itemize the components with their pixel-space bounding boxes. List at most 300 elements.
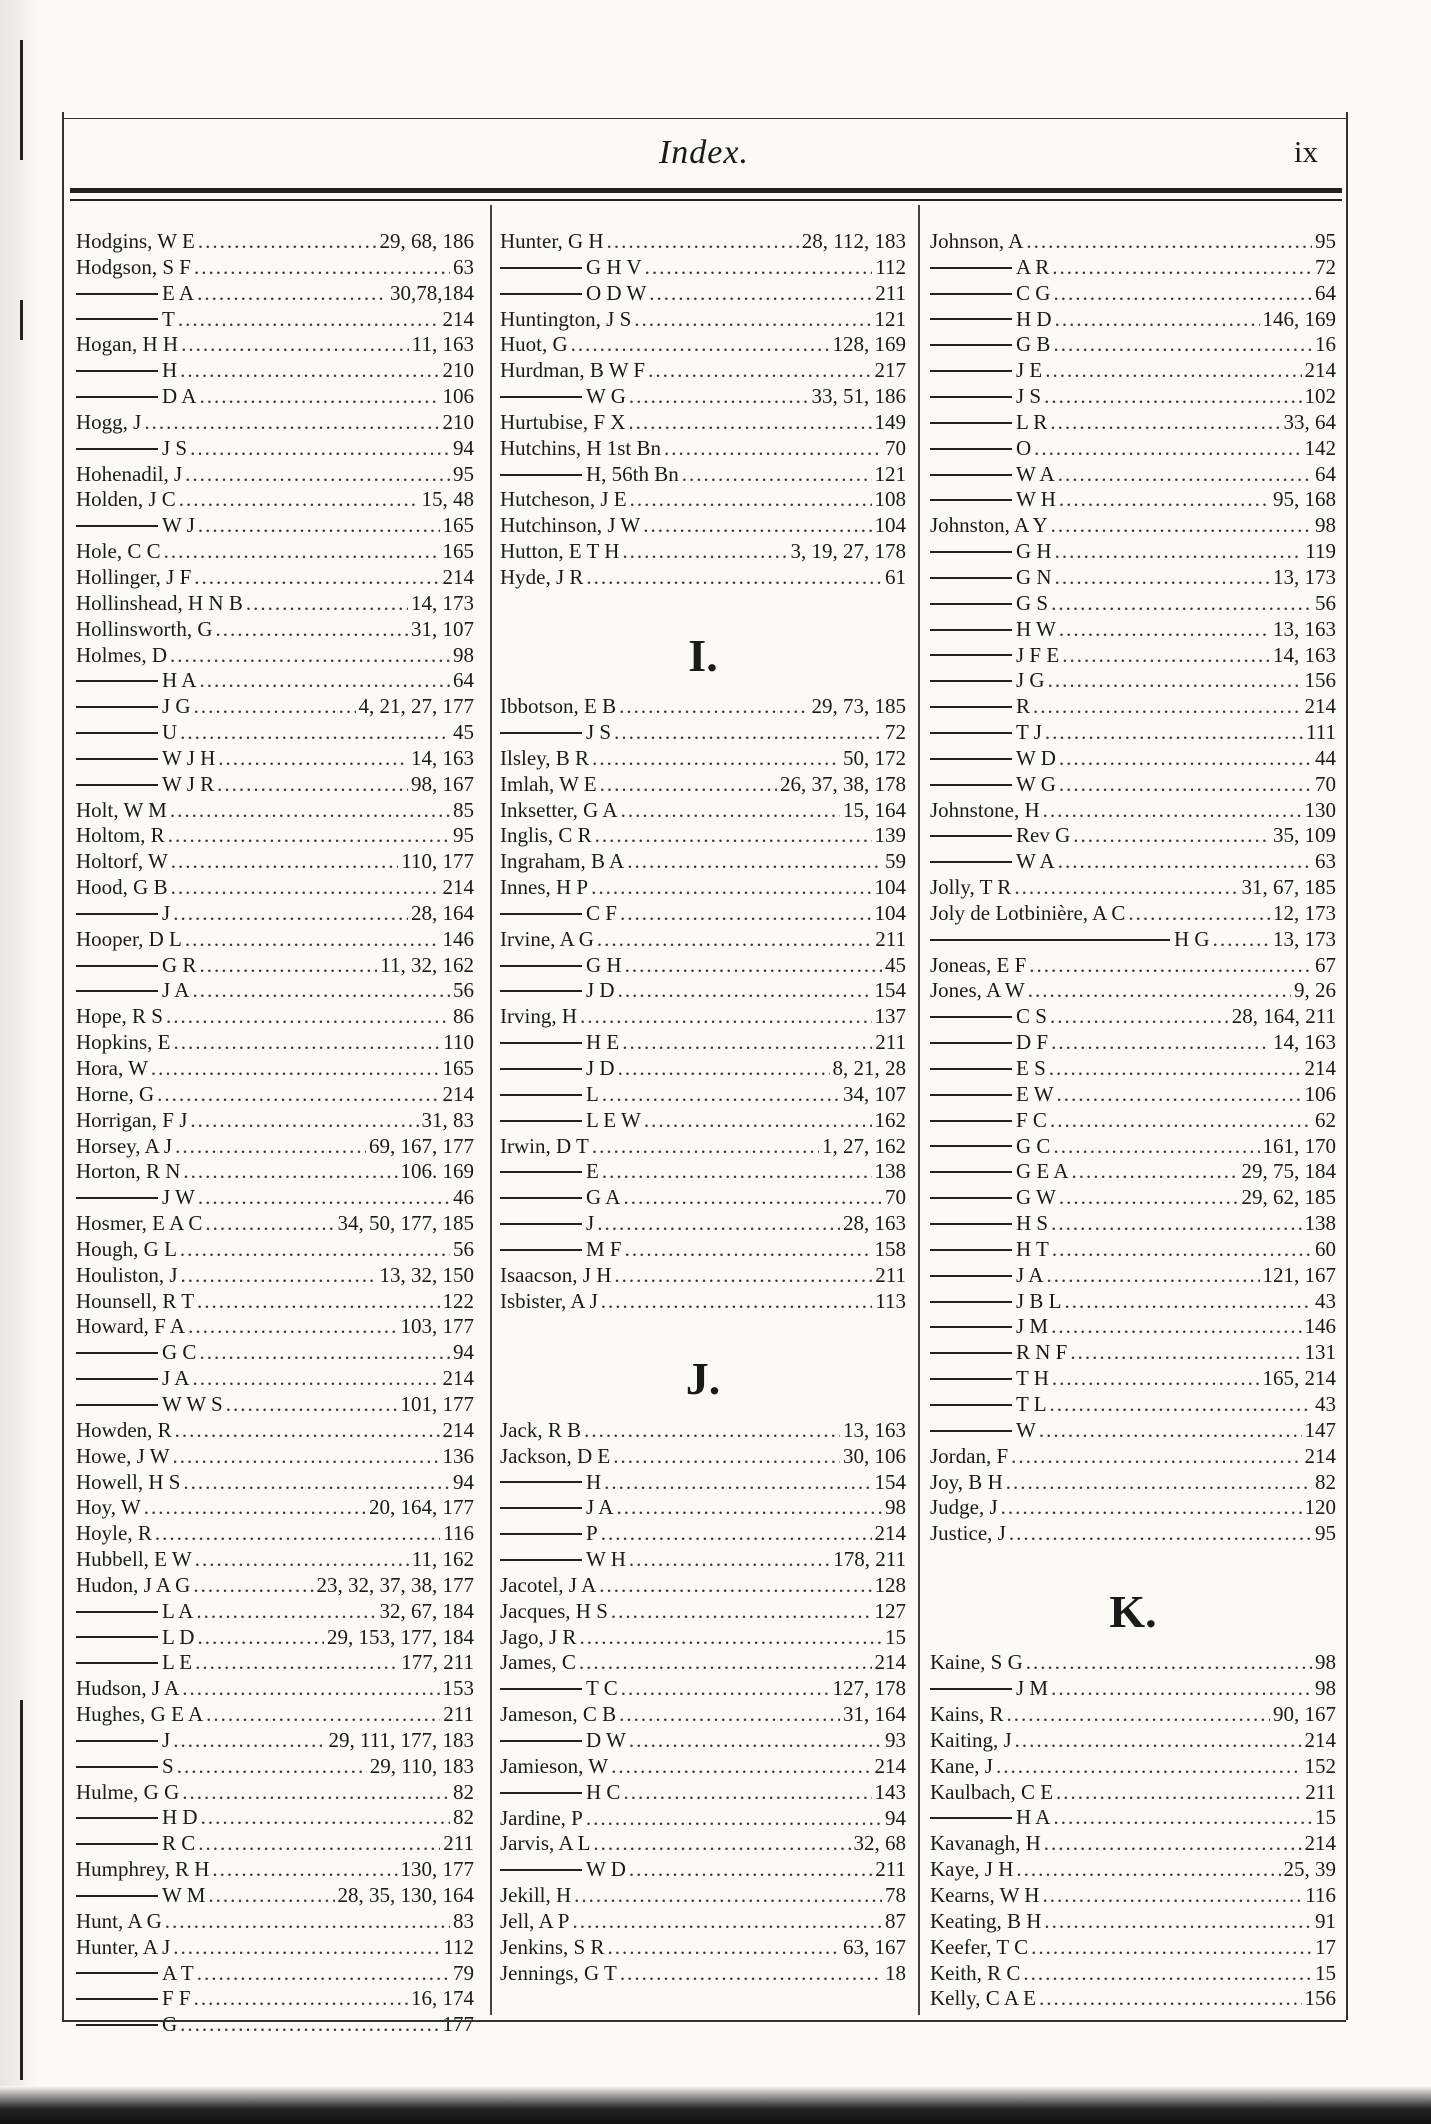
entry-pages: 177, 211 (401, 1650, 474, 1675)
ditto-dash (76, 1197, 158, 1199)
index-entry (76, 565, 474, 591)
ditto-dash (76, 1404, 158, 1406)
entry-pages: 104 (874, 900, 906, 925)
dot-leader (622, 1030, 872, 1055)
dot-leader (1053, 1134, 1259, 1159)
entry-name: J G (1016, 668, 1045, 693)
index-entry (500, 1909, 906, 1935)
entry-pages: 29, 75, 184 (1241, 1159, 1336, 1184)
dot-leader (196, 1599, 376, 1624)
ditto-dash (76, 370, 158, 372)
dot-leader (571, 332, 830, 357)
entry-pages: 211 (1305, 1779, 1336, 1804)
entry-pages: 13, 163 (1273, 616, 1336, 641)
dot-leader (197, 1289, 439, 1314)
index-entry (76, 1366, 474, 1392)
entry-pages: 60 (1315, 1236, 1336, 1261)
entry-pages: 139 (874, 823, 906, 848)
entry-pages: 70 (885, 1185, 906, 1210)
dot-leader (192, 978, 450, 1003)
index-entry (500, 1470, 906, 1496)
ditto-dash (76, 732, 158, 734)
entry-name: Hubbell, E W (76, 1547, 192, 1572)
entry-pages: 61 (885, 564, 906, 589)
ditto-dash (930, 551, 1012, 553)
entry-pages: 3, 19, 27, 178 (790, 539, 906, 564)
dot-leader (1014, 875, 1238, 900)
dot-leader (197, 1961, 450, 1986)
dot-leader (1055, 539, 1303, 564)
entry-name: Hodgson, S F (76, 254, 191, 279)
index-entry (930, 591, 1336, 617)
entry-name: G W (1016, 1185, 1056, 1210)
dot-leader (178, 307, 440, 332)
entry-name: Joly de Lotbinière, A C (930, 900, 1126, 925)
dot-leader (170, 798, 450, 823)
dot-leader (629, 1547, 830, 1572)
entry-name: O (1016, 435, 1032, 460)
entry-name: Irvine, A G (500, 926, 594, 951)
entry-name: G E A (1016, 1159, 1069, 1184)
dot-leader (181, 1263, 377, 1288)
entry-name: J A (162, 978, 190, 1003)
dot-leader (168, 823, 450, 848)
entry-pages: 110 (443, 1030, 474, 1055)
entry-pages: 217 (874, 358, 906, 383)
dot-leader (1065, 1289, 1312, 1314)
index-entry (500, 1082, 906, 1108)
entry-pages: 104 (874, 875, 906, 900)
index-entry (930, 1392, 1336, 1418)
ditto-dash (76, 990, 158, 992)
index-entry (76, 487, 474, 513)
entry-name: Irving, H (500, 1004, 577, 1029)
index-entry (500, 1495, 906, 1521)
entry-pages: 56 (453, 978, 474, 1003)
entry-name: R (1016, 694, 1031, 719)
index-entry (76, 255, 474, 281)
entry-pages: 154 (874, 978, 906, 1003)
page-number: ix (1293, 134, 1318, 169)
entry-pages: 102 (1304, 384, 1336, 409)
index-entry (76, 1392, 474, 1418)
index-entry (500, 746, 906, 772)
index-entry (930, 332, 1336, 358)
index-entry (500, 1961, 906, 1987)
dot-leader (607, 229, 799, 254)
index-entry (930, 1676, 1336, 1702)
ditto-dash (76, 396, 158, 398)
entry-pages: 116 (1305, 1883, 1336, 1908)
entry-pages: 15, 164 (843, 797, 906, 822)
entry-pages: 210 (442, 358, 474, 383)
entry-pages: 131 (1304, 1340, 1336, 1365)
index-entry (930, 1263, 1336, 1289)
index-entry (500, 1831, 906, 1857)
index-entry (930, 668, 1336, 694)
dot-leader (1029, 953, 1312, 978)
index-entry (930, 281, 1336, 307)
index-entry (500, 927, 906, 953)
index-entry (76, 1986, 474, 2012)
entry-name: D F (1016, 1030, 1049, 1055)
entry-name: H, 56th Bn (586, 461, 679, 486)
entry-name: Holtom, R (76, 823, 165, 848)
dot-leader (601, 1521, 872, 1546)
dot-leader (165, 1909, 450, 1934)
dot-leader (621, 798, 840, 823)
entry-pages: 9, 26 (1294, 978, 1336, 1003)
index-entry (930, 1935, 1336, 1961)
ditto-dash (930, 861, 1012, 863)
ditto-dash (76, 680, 158, 682)
entry-name: Jago, J R (500, 1624, 577, 1649)
entry-pages: 98 (885, 1495, 906, 1520)
entry-pages: 94 (885, 1805, 906, 1830)
ditto-dash (500, 732, 582, 734)
dot-leader (171, 849, 399, 874)
index-entry (500, 1547, 906, 1573)
index-entry (930, 901, 1336, 927)
ditto-dash (76, 1378, 158, 1380)
entry-pages: 165 (442, 1056, 474, 1080)
entry-name: W G (586, 384, 626, 409)
index-entry (76, 1547, 474, 1573)
index-entry (76, 1625, 474, 1651)
entry-pages: 1, 27, 162 (822, 1133, 906, 1158)
entry-name: Howard, F A (76, 1314, 186, 1339)
index-entry (76, 1108, 474, 1134)
header-rule-thick (70, 188, 1342, 193)
entry-pages: 136 (442, 1443, 474, 1468)
index-entry (930, 1909, 1336, 1935)
dot-leader (173, 1444, 440, 1469)
index-entry (76, 307, 474, 333)
entry-name: W (1016, 1417, 1036, 1442)
entry-name: Hunt, A G (76, 1908, 162, 1933)
entry-name: Horton, R N (76, 1159, 181, 1184)
dot-leader (611, 1754, 871, 1779)
dot-leader (205, 1211, 334, 1236)
dot-leader (193, 1573, 313, 1598)
entry-pages: 211 (875, 1857, 906, 1882)
index-column-1 (76, 229, 474, 2038)
entry-name: Judge, J (930, 1495, 998, 1520)
dot-leader (996, 1754, 1302, 1779)
index-entry (930, 513, 1336, 539)
dot-leader (629, 1728, 882, 1753)
entry-pages: 14, 163 (1273, 1030, 1336, 1055)
index-entry (930, 1444, 1336, 1470)
dot-leader (625, 1237, 872, 1262)
entry-name: J M (1016, 1676, 1049, 1701)
entry-pages: 31, 83 (421, 1107, 474, 1132)
index-entry (76, 513, 474, 539)
entry-name: R C (162, 1831, 196, 1856)
index-entry (930, 927, 1336, 953)
entry-pages: 130 (1304, 797, 1336, 822)
dot-leader (1042, 1883, 1302, 1908)
index-entry (76, 1573, 474, 1599)
dot-leader (1213, 927, 1270, 952)
entry-name: H (162, 358, 178, 383)
index-entry (76, 1780, 474, 1806)
index-entry (500, 1625, 906, 1651)
entry-pages: 121 (874, 461, 906, 486)
entry-name: J D (586, 1056, 615, 1081)
ditto-dash (930, 396, 1012, 398)
entry-pages: 72 (885, 720, 906, 745)
entry-pages: 142 (1304, 435, 1336, 460)
entry-name: Jennings, G T (500, 1960, 617, 1985)
dot-leader (622, 539, 787, 564)
entry-pages: 29, 73, 185 (811, 694, 906, 719)
entry-pages: 31, 67, 185 (1241, 875, 1336, 900)
dot-leader (1051, 1030, 1270, 1055)
entry-name: H A (162, 668, 197, 693)
dot-leader (217, 772, 408, 797)
dot-leader (597, 927, 872, 952)
column-divider (490, 205, 492, 2015)
entry-name: Johnstone, H (930, 797, 1040, 822)
entry-name: Hunter, A J (76, 1934, 171, 1959)
dot-leader (1050, 410, 1280, 435)
entry-pages: 178, 211 (833, 1547, 906, 1572)
entry-name: J S (1016, 384, 1042, 409)
index-entry (930, 358, 1336, 384)
index-entry (930, 1961, 1336, 1987)
ditto-dash (930, 293, 1012, 295)
index-entry (76, 746, 474, 772)
ditto-dash (930, 1016, 1012, 1018)
entry-name: J A (1016, 1262, 1044, 1287)
entry-name: J E (1016, 358, 1043, 383)
entry-name: Hogg, J (76, 409, 142, 434)
entry-pages: 98 (1315, 513, 1336, 538)
index-entry (500, 901, 906, 927)
index-entry (930, 410, 1336, 436)
index-entry (500, 1728, 906, 1754)
dot-leader (1009, 1521, 1312, 1546)
index-entry (930, 1030, 1336, 1056)
ditto-dash (76, 1895, 158, 1897)
index-entry (76, 772, 474, 798)
entry-pages: 113 (875, 1288, 906, 1313)
dot-leader (648, 358, 871, 383)
index-entry (500, 1159, 906, 1185)
index-entry (500, 720, 906, 746)
entry-pages: 156 (1304, 668, 1336, 693)
dot-leader (1026, 229, 1312, 254)
dot-leader (1073, 823, 1270, 848)
ditto-dash (930, 835, 1012, 837)
entry-name: H E (586, 1030, 620, 1055)
entry-name: Hyde, J R (500, 564, 584, 589)
entry-pages: 98 (1315, 1676, 1336, 1701)
ditto-dash (930, 1120, 1012, 1122)
index-entry (500, 1521, 906, 1547)
dot-leader (188, 1314, 397, 1339)
entry-pages: 214 (1304, 694, 1336, 719)
ditto-dash (500, 990, 582, 992)
index-entry (930, 1108, 1336, 1134)
entry-pages: 15 (1315, 1805, 1336, 1830)
dot-leader (164, 539, 440, 564)
entry-name: A R (1016, 254, 1050, 279)
entry-name: J B L (1016, 1288, 1062, 1313)
entry-pages: 94 (453, 1469, 474, 1494)
dot-leader (634, 307, 871, 332)
index-entry (930, 1340, 1336, 1366)
entry-name: J A (586, 1495, 614, 1520)
entry-name: Hood, G B (76, 875, 168, 900)
dot-leader (616, 1495, 882, 1520)
entry-name: J (586, 1211, 595, 1236)
entry-pages: 64 (453, 668, 474, 693)
dot-leader (195, 1650, 398, 1675)
entry-pages: 16 (1315, 332, 1336, 357)
entry-pages: 98 (1315, 1650, 1336, 1675)
index-entry (76, 978, 474, 1004)
entry-name: J (162, 1727, 171, 1752)
entry-name: J M (1016, 1314, 1049, 1339)
dot-leader (592, 746, 840, 771)
ditto-dash (500, 1869, 582, 1871)
entry-name: W D (1016, 745, 1056, 770)
ditto-dash (500, 1249, 582, 1251)
entry-name: Innes, H P (500, 875, 589, 900)
entry-pages: 64 (1315, 461, 1336, 486)
dot-leader (170, 643, 450, 668)
entry-pages: 29, 153, 177, 184 (327, 1624, 474, 1649)
entry-pages: 130, 177 (400, 1857, 474, 1882)
dot-leader (620, 1961, 882, 1986)
entry-name: Johnson, A (930, 229, 1024, 253)
dot-leader (613, 1444, 840, 1469)
entry-pages: 44 (1315, 745, 1336, 770)
entry-name: W A (1016, 461, 1055, 486)
dot-leader (1007, 1702, 1271, 1727)
index-entry (500, 694, 906, 720)
entry-pages: 149 (874, 409, 906, 434)
ditto-dash (500, 1197, 582, 1199)
entry-pages: 111 (1306, 720, 1336, 745)
entry-name: Hurtubise, F X (500, 409, 626, 434)
entry-pages: 13, 173 (1273, 564, 1336, 589)
index-entry (76, 1289, 474, 1315)
index-entry (930, 1056, 1336, 1082)
entry-name: James, C (500, 1650, 576, 1675)
ditto-dash (930, 1197, 1012, 1199)
entry-name: Jameson, C B (500, 1702, 617, 1727)
entry-pages: 93 (885, 1727, 906, 1752)
dot-leader (621, 1676, 830, 1701)
entry-pages: 158 (874, 1236, 906, 1261)
dot-leader (173, 1728, 325, 1753)
entry-pages: 62 (1315, 1107, 1336, 1132)
entry-name: A T (162, 1960, 194, 1985)
dot-leader (623, 1185, 882, 1210)
dot-leader (614, 720, 882, 745)
entry-name: J S (162, 435, 188, 460)
dot-leader (1048, 668, 1302, 693)
index-entry (930, 617, 1336, 643)
entry-pages: 104 (874, 513, 906, 538)
dot-leader (246, 591, 408, 616)
entry-name: Hollinshead, H N B (76, 590, 243, 615)
ditto-dash (930, 654, 1012, 656)
entry-name: L (586, 1081, 599, 1106)
dot-leader (208, 1883, 334, 1908)
entry-pages: 156 (1304, 1986, 1336, 2011)
index-entry (76, 823, 474, 849)
ditto-dash (76, 965, 158, 967)
index-entry (76, 617, 474, 643)
index-entry (930, 1082, 1336, 1108)
entry-pages: 214 (1304, 1831, 1336, 1856)
entry-pages: 108 (874, 487, 906, 512)
ditto-dash (500, 1507, 582, 1509)
index-entry (500, 1185, 906, 1211)
dot-leader (604, 1470, 871, 1495)
index-entry (930, 746, 1336, 772)
entry-pages: 59 (885, 849, 906, 874)
entry-pages: 86 (453, 1004, 474, 1029)
entry-name: Keating, B H (930, 1908, 1042, 1933)
index-entry (500, 229, 906, 255)
entry-pages: 98 (453, 642, 474, 667)
index-entry (930, 1805, 1336, 1831)
entry-name: Hutchins, H 1st Bn (500, 435, 662, 460)
ditto-dash (76, 1352, 158, 1354)
entry-pages: 14, 163 (411, 745, 474, 770)
entry-pages: 95, 168 (1273, 487, 1336, 512)
entry-name: W M (162, 1883, 206, 1907)
entry-pages: 161, 170 (1262, 1133, 1336, 1158)
dot-leader (579, 1650, 872, 1675)
index-entry (930, 539, 1336, 565)
index-entry (930, 307, 1336, 333)
entry-pages: 103, 177 (400, 1314, 474, 1339)
entry-name: Hope, R S (76, 1004, 163, 1029)
index-entry (76, 1030, 474, 1056)
index-entry (500, 307, 906, 333)
index-entry (76, 1805, 474, 1831)
entry-name: Hollinger, J F (76, 564, 192, 589)
dot-leader (1051, 591, 1312, 616)
entry-pages: 122 (442, 1288, 474, 1313)
entry-pages: 63 (453, 254, 474, 279)
entry-pages: 128 (874, 1572, 906, 1597)
dot-leader (198, 229, 377, 254)
entry-name: D A (162, 384, 197, 409)
dot-leader (1056, 1780, 1302, 1805)
dot-leader (1059, 487, 1270, 512)
entry-pages: 15 (885, 1624, 906, 1649)
dot-leader (1044, 1831, 1302, 1856)
entry-name: J W (162, 1185, 195, 1210)
dot-leader (579, 1625, 882, 1650)
dot-leader (1058, 462, 1312, 487)
entry-name: C G (1016, 280, 1051, 305)
dot-leader (199, 1340, 450, 1365)
index-entry (76, 643, 474, 669)
entry-name: Jack, R B (500, 1417, 582, 1442)
dot-leader (574, 1883, 882, 1908)
ditto-dash (76, 1817, 158, 1819)
ditto-dash (76, 1740, 158, 1742)
entry-name: G C (162, 1340, 197, 1365)
